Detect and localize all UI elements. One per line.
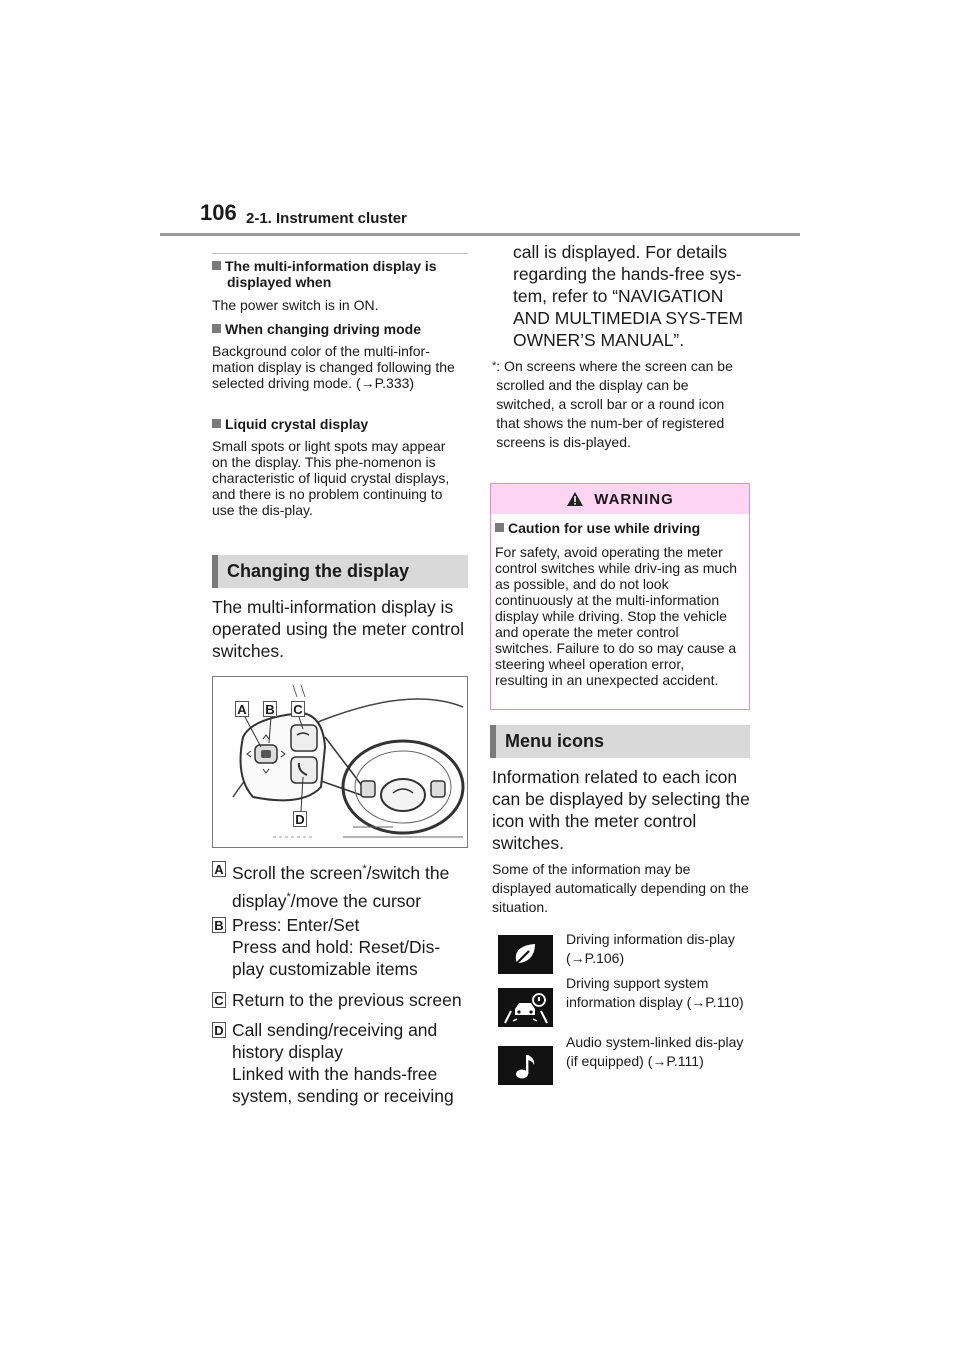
square-bullet-icon: [212, 419, 221, 428]
item-b-text: Press: Enter/Set Press and hold: Reset/Dis-play customizable items: [232, 915, 441, 979]
square-bullet-icon: [212, 324, 221, 333]
warning-title: WARNING: [594, 490, 674, 508]
square-bullet-icon: [212, 261, 221, 270]
item-marker-a: A: [212, 861, 226, 877]
item-marker-d: D: [212, 1022, 226, 1038]
section-title: 2-1. Instrument cluster: [246, 210, 407, 227]
steering-switch-drawing: [213, 677, 468, 848]
item-marker-c: C: [212, 992, 226, 1008]
figure-label-d: D: [293, 811, 307, 827]
item-marker-b: B: [212, 917, 226, 933]
icon-label-audio: Audio system-linked dis-play (if equipped) (→P.111): [566, 1034, 744, 1069]
item-c-text: Return to the previous screen: [232, 990, 462, 1010]
figure-label-a: A: [235, 701, 249, 717]
header-rule: [160, 233, 800, 236]
footnote-mark: *: [492, 360, 497, 372]
section-bar-menu-icons: Menu icons: [490, 725, 750, 758]
warning-box: [490, 483, 750, 710]
driving-support-icon: [501, 991, 551, 1025]
paragraph-power-switch: The power switch is in ON.: [212, 297, 379, 313]
warning-subhead: Caution for use while driving: [491, 514, 749, 536]
item-a-text: Scroll the screen*/switch the display*/move the cursor: [232, 862, 450, 911]
leaf-icon: [509, 941, 543, 969]
menu-note: Some of the information may be displayed automatically depending on the situation.: [492, 861, 749, 915]
figure-label-b: B: [263, 701, 277, 717]
meter-switch-illustration: [212, 676, 468, 848]
paragraph-lcd: Small spots or light spots may appear on the display. This phe-nomenon is characteristic of liquid crystal displays, and there is no problem continuing to use the dis-play.: [212, 438, 450, 518]
warning-header: [491, 484, 749, 514]
changing-display-intro: The multi-information display is operated using the meter control switches.: [212, 597, 464, 661]
icon-label-driving-info: Driving information dis-play (→P.106): [566, 931, 735, 966]
footnote: * : On screens where the screen can be scrolled and the display can be switched, a scroll bar or a round icon that shows the num-ber of registered screens is dis-played.: [492, 358, 733, 450]
item-d-text: Call sending/receiving and history display Linked with the hands-free system, sending or receiving: [232, 1020, 454, 1106]
paragraph-driving-mode: Background color of the multi-infor-mation display is changed following the selected driving mode. (→P.333): [212, 343, 455, 391]
icon-label-driving-support: Driving support system information display (→P.110): [566, 975, 744, 1010]
figure-label-c: C: [291, 701, 305, 717]
leaf-icon-tile: [498, 935, 553, 974]
music-note-icon-tile: [498, 1046, 553, 1085]
warning-text: For safety, avoid operating the meter control switches while driv-ing as much as possible, and do not look continuously at the multi-information display while driving. Stop the vehicle and operate the meter control switches. Failure to do so may cause a steering wheel operation error, resulting in an unexpected accident.: [495, 544, 737, 688]
subhead-lcd: Liquid crystal display: [212, 416, 470, 432]
square-bullet-icon: [495, 523, 504, 532]
music-note-icon: [511, 1051, 541, 1081]
warning-triangle-icon: [566, 491, 584, 507]
menu-intro: Information related to each icon can be displayed by selecting the icon with the meter control switches.: [492, 767, 750, 853]
section-bar-changing-display: Changing the display: [212, 555, 468, 588]
subhead-multi-info-display: The multi-information display is displayed when: [212, 258, 470, 290]
divider: [212, 253, 468, 254]
continued-hands-free-text: call is displayed. For details regarding the hands-free sys-tem, refer to “NAVIGATION AND MULTIMEDIA SYS-TEM OWNER’S MANUAL”.: [513, 242, 744, 350]
driving-support-icon-tile: [498, 988, 553, 1027]
subhead-driving-mode: When changing driving mode: [212, 321, 470, 337]
page-number: 106: [200, 200, 237, 225]
